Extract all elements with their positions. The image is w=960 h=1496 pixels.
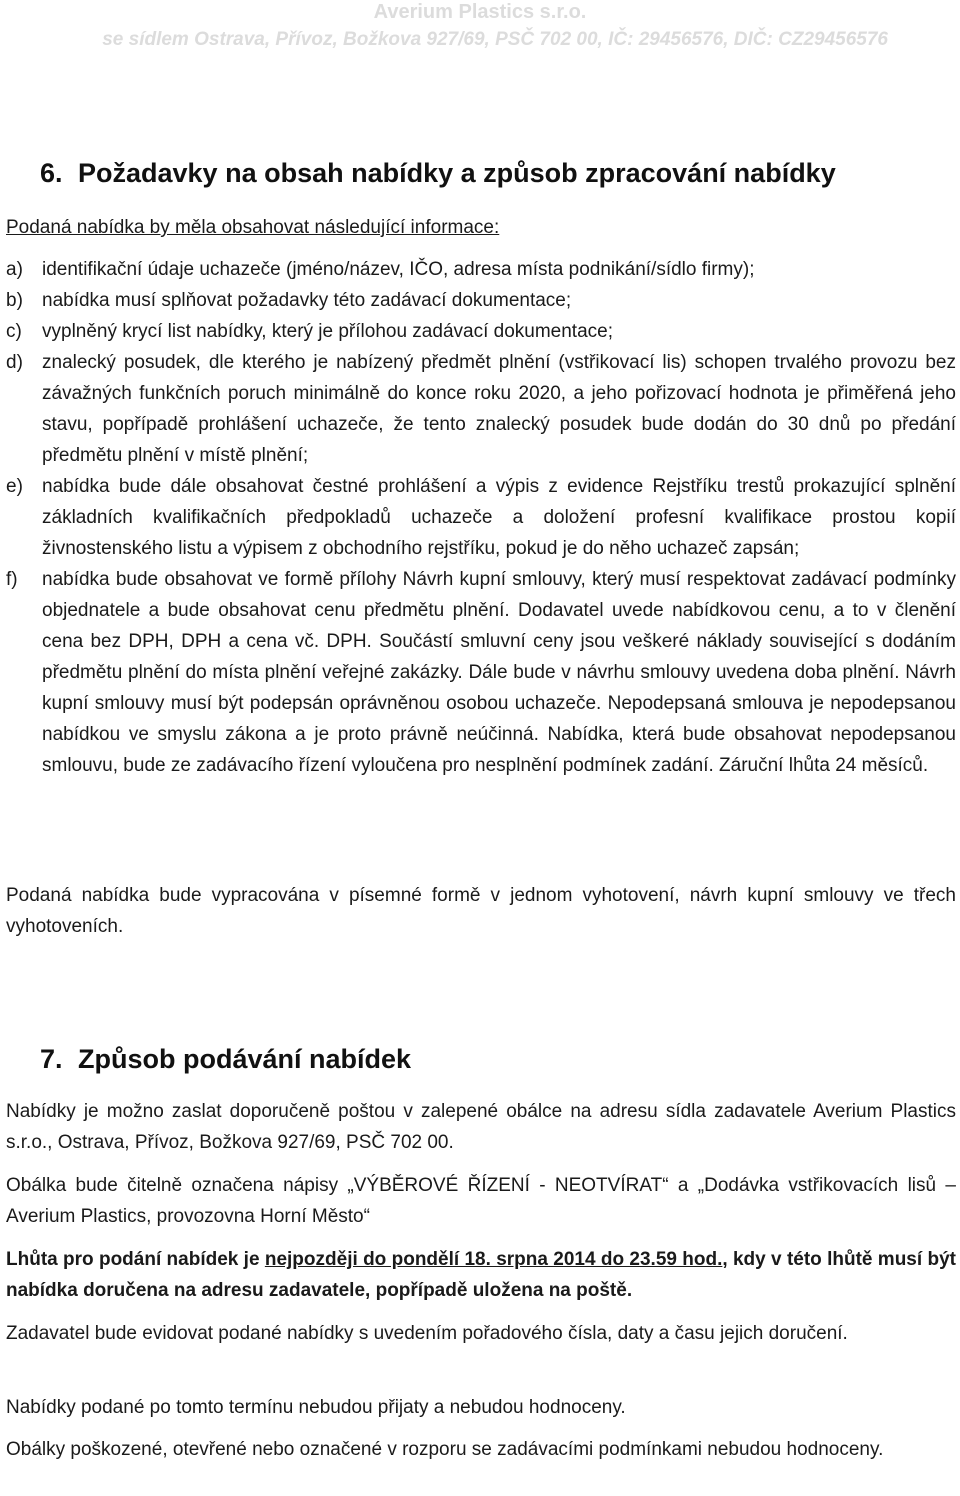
deadline-prefix: Lhůta pro podání nabídek je (6, 1249, 265, 1270)
list-item-text: znalecký posudek, dle kterého je nabízený předmět plnění (vstřikovací lis) schopen trvalého provozu bez závažných funkčních poruch minimálně do konce roku 2020, a jeho pořizovací hodnota je přiměřená jeho stavu, popřípadě prohlášení uchazeče, že tento znalecký posudek bude dodán do 30 dnů po předání předmětu plnění v místě plnění; (42, 352, 956, 466)
damaged-paragraph: Obálky poškozené, otevřené nebo označené v rozporu se zadávacími podmínkami nebudou hodnoceny. (6, 1439, 884, 1460)
envelope-paragraph: Obálka bude čitelně označena nápisy „VÝBĚROVÉ ŘÍZENÍ - NEOTVÍRAT“ a „Dodávka vstřikovacích lisů – Averium Plastics, provozovna Horní Město“ (6, 1175, 956, 1227)
list-item (6, 564, 956, 781)
requirements-list (6, 254, 956, 781)
company-name: Averium Plastics s.r.o. (373, 1, 587, 23)
list-item (6, 254, 956, 285)
list-item-text: nabídka bude obsahovat ve formě přílohy Návrh kupní smlouvy, který musí respektovat zadávací podmínky objednatele a bude obsahovat cenu předmětu plnění. Dodavatel uvede nabídkovou cenu, a to v členění cena bez DPH, DPH a cena vč. DPH. Součástí smluvní ceny jsou veškeré náklady související s dodáním předmětu plnění do místa plnění veřejné zakázky. Dále bude v návrhu smlouvy uvedena doba plnění. Návrh kupní smlouvy musí být podepsán oprávněnou osobou uchazeče. Nepodepsaná smlouva je nepodepsanou nabídkou ve smyslu zákona a je proto právně neúčinná. Nabídka, která bude obsahovat nepodepsanou smlouvu, bude ze zadávacího řízení vyloučena pro nesplnění podmínek zadání. Záruční lhůta 24 měsíců. (42, 569, 956, 776)
deadline-date: nejpozději do pondělí 18. srpna 2014 do 23.59 hod. (264, 1249, 723, 1270)
company-address: se sídlem Ostrava, Přívoz, Božkova 927/69, PSČ 702 00, IČ: 29456576, DIČ: CZ29456576 (102, 29, 888, 50)
section-6-heading (40, 158, 836, 189)
section-6-intro: Podaná nabídka by měla obsahovat následující informace: (6, 217, 500, 238)
list-marker: b) (6, 290, 23, 311)
list-item-text: nabídka bude dále obsahovat čestné prohlášení a výpis z evidence Rejstříku trestů prokazující splnění základních kvalifikačních předpokladů uchazeče a doložení profesní kvalifikace prostou kopií živnostenského listu a výpisem z obchodního rejstříku, pokud je do něho uchazeč zapsán; (42, 476, 956, 559)
section-7-title: Způsob podávání nabídek (78, 1044, 412, 1074)
deadline-paragraph (6, 1244, 956, 1306)
list-item (6, 347, 956, 471)
section-6-closing: Podaná nabídka bude vypracována v písemné formě v jednom vyhotovení, návrh kupní smlouvy ve třech vyhotoveních. (6, 885, 956, 937)
late-paragraph: Nabídky podané po tomto termínu nebudou přijaty a nebudou hodnoceny. (6, 1397, 626, 1418)
list-marker: e) (6, 476, 23, 497)
list-item (6, 471, 956, 564)
list-item (6, 285, 956, 316)
list-marker: d) (6, 352, 23, 373)
section-6-number: 6. (40, 158, 63, 188)
section-7-heading (40, 1044, 411, 1075)
evidence-paragraph: Zadavatel bude evidovat podané nabídky s uvedením pořadového čísla, daty a času jejich doručení. (6, 1323, 848, 1344)
list-item-text: vyplněný krycí list nabídky, který je přílohou zadávací dokumentace; (42, 321, 613, 342)
list-marker: a) (6, 259, 23, 280)
section-7-number: 7. (40, 1044, 63, 1074)
list-item (6, 316, 956, 347)
list-marker: c) (6, 321, 22, 342)
list-marker: f) (6, 569, 18, 590)
deadline-suffix: , kdy v této lhůtě musí být nabídka doručena na adresu zadavatele, popřípadě uložena na poště. (6, 1249, 956, 1301)
list-item-text: nabídka musí splňovat požadavky této zadávací dokumentace; (42, 290, 572, 311)
section-6-title: Požadavky na obsah nabídky a způsob zpracování nabídky (78, 158, 836, 188)
delivery-paragraph: Nabídky je možno zaslat doporučeně poštou v zalepené obálce na adresu sídla zadavatele Averium Plastics s.r.o., Ostrava, Přívoz, Božkova 927/69, PSČ 702 00. (6, 1101, 956, 1153)
list-item-text: identifikační údaje uchazeče (jméno/název, IČO, adresa místa podnikání/sídlo firmy); (42, 259, 755, 280)
